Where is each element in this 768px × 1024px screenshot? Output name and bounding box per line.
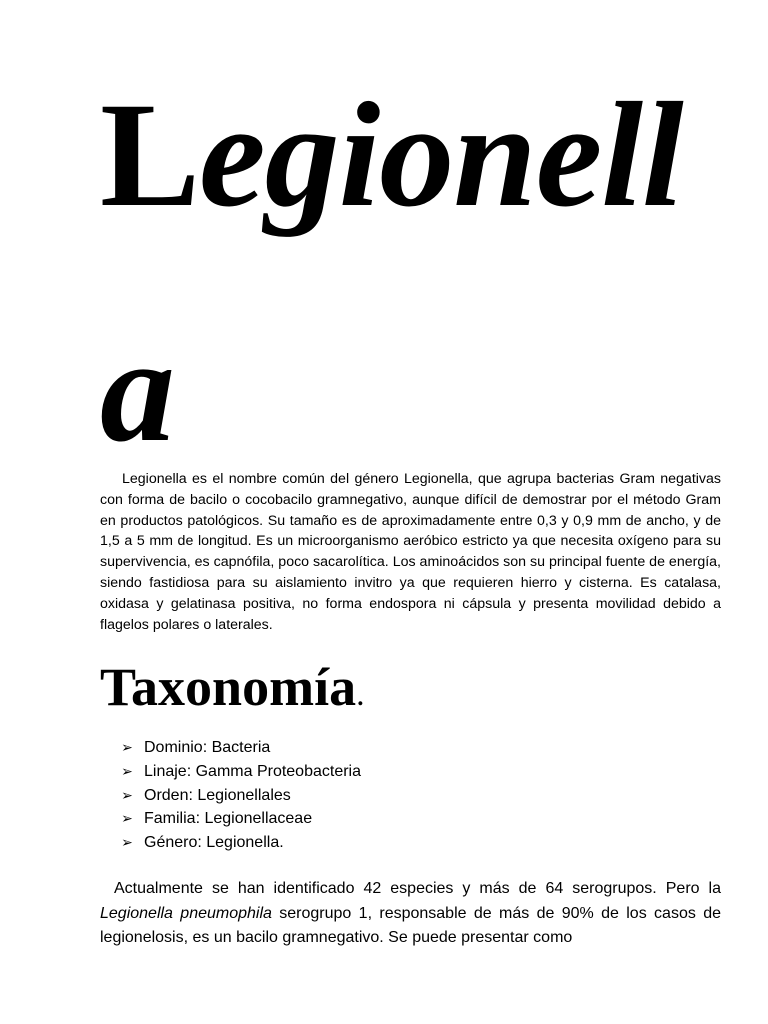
species-paragraph-part-1: Actualmente se han identificado 42 especies y más de 64 serogrupos. Pero la (114, 880, 721, 897)
taxonomy-heading-text: Taxonomía (100, 657, 357, 717)
title-rest: egionell (199, 72, 683, 238)
arrow-bullet-icon: ➢ (121, 810, 133, 827)
arrow-bullet-icon: ➢ (121, 739, 133, 755)
page-title-line-2 (100, 307, 174, 473)
arrow-bullet-icon: ➢ (121, 834, 133, 851)
arrow-bullet-icon: ➢ (121, 762, 133, 779)
list-item-text: Orden: Legionellales (144, 786, 291, 804)
list-item (120, 784, 361, 808)
arrow-bullet-icon: ➢ (121, 786, 133, 803)
title-wrap-letter: a (100, 307, 174, 473)
list-item-text: Dominio: Bacteria (144, 739, 271, 756)
list-item (120, 736, 361, 760)
list-item-text: Linaje: Gamma Proteobacteria (144, 762, 361, 780)
list-item-text: Familia: Legionellaceae (144, 810, 313, 828)
page-title-line-1 (100, 72, 683, 238)
intro-paragraph: Legionella es el nombre común del género Legionella, que agrupa bacterias Gram negativas con forma de bacilo o cocobacilo gramnegativo, aunque difícil de demostrar por el método Gram en productos patológicos. Su tamaño es de aproximadamente entre 0,3 y 0,9 mm de ancho, y de 1,5 a 5 mm de longitud. Es un microorganismo aeróbico estricto ya que necesita oxígeno para su supervivencia, es capnófila, poco sacarolítica. Los aminoácidos son su principal fuente de energía, siendo fastidiosa para su aislamiento invitro ya que requieren hierro y cisterna. Es catalasa, oxidasa y gelatinasa positiva, no forma endospora ni cápsula y presenta movilidad debido a flagelos polares o laterales. (100, 471, 721, 633)
list-item (120, 760, 361, 784)
taxonomy-heading (100, 658, 365, 717)
list-item (120, 831, 361, 855)
title-initial: L (100, 72, 200, 238)
species-paragraph (100, 877, 721, 951)
species-paragraph-part-2: serogrupo 1, responsable de más de 90% de los casos de legionelosis, es un bacilo gramnegativo. Se puede presentar como (100, 904, 721, 946)
taxonomy-heading-dot: . (356, 676, 365, 713)
taxonomy-list (120, 736, 361, 855)
species-name: Legionella pneumophila (100, 904, 272, 922)
list-item (120, 807, 361, 831)
list-item-text: Género: Legionella. (144, 834, 284, 852)
